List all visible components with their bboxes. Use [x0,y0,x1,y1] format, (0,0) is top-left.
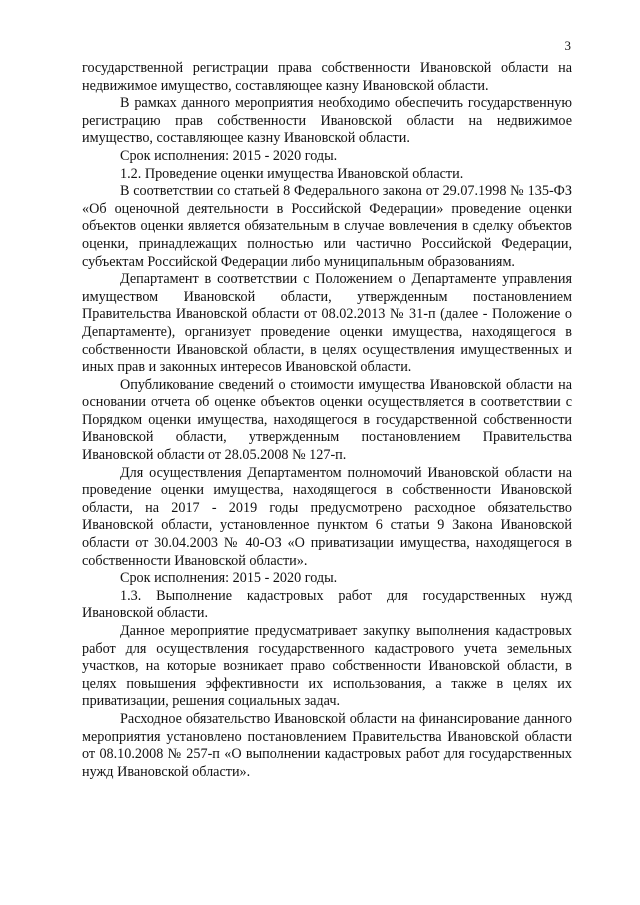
paragraph-6: Департамент в соответствии с Положением о Департаменте управления имуществом Ивановской области, утвержденным постановлением Правительства Ивановской области от 08.02.2013 № 31-п (далее - Положение о Департаменте), организует проведение оценки имущества, находящегося в собственности Ивановской области, в целях осуществления имущественных и иных прав и законных интересов Ивановской области. [82,271,572,376]
paragraph-12: Расходное обязательство Ивановской области на финансирование данного мероприятия установлено постановлением Правительства Ивановской области от 08.10.2008 № 257-п «О выполнении кадастровых работ для государственных нужд Ивановской области». [82,710,572,780]
paragraph-9: Срок исполнения: 2015 - 2020 годы. [120,570,338,587]
paragraph-3: Срок исполнения: 2015 - 2020 годы. [120,147,338,164]
paragraph-8: Для осуществления Департаментом полномочий Ивановской области на проведение оценки имущества, находящегося в собственности Ивановской области, на 2017 - 2019 годы предусмотрено расходное обязательство Ивановской области, установленное пунктом 6 статьи 9 Закона Ивановской области от 30.04.2003 № 40-ОЗ «О приватизации имущества, находящегося в собственности Ивановской области». [82,464,572,569]
paragraph-2: В рамках данного мероприятия необходимо обеспечить государственную регистрацию прав собственности Ивановской области на недвижимое имущество, составляющее казну Ивановской области. [82,95,572,147]
section-heading-1-3: 1.3. Выполнение кадастровых работ для государственных нужд Ивановской области. [82,587,572,622]
paragraph-5: В соответствии со статьей 8 Федерального закона от 29.07.1998 № 135-ФЗ «Об оценочной деятельности в Российской Федерации» проведение оценки объектов оценки является обязательным в случае вовлечения в сделку объектов оценки, принадлежащих полностью или частично Российской Федерации, субъектам Российской Федерации либо муниципальным образованиям. [82,183,572,270]
paragraph-11: Данное мероприятие предусматривает закупку выполнения кадастровых работ для осуществления государственного кадастрового учета земельных участков, на которые возникает право собственности Ивановской области, в целях повышения эффективности их использования, а также в целях их приватизации, решения социальных задач. [82,623,572,710]
page-number: 3 [564,38,571,53]
paragraph-7: Опубликование сведений о стоимости имущества Ивановской области на основании отчета об оценке объектов оценки осуществляется в соответствии с Порядком оценки имущества, находящегося в государственной собственности Ивановской области, утвержденным постановлением Правительства Ивановской области от 28.05.2008 № 127-п. [82,376,572,464]
section-heading-1-2: 1.2. Проведение оценки имущества Ивановской области. [120,165,464,182]
document-body [82,60,572,781]
paragraph-1: государственной регистрации права собственности Ивановской области на недвижимое имущество, составляющее казну Ивановской области. [82,60,572,94]
